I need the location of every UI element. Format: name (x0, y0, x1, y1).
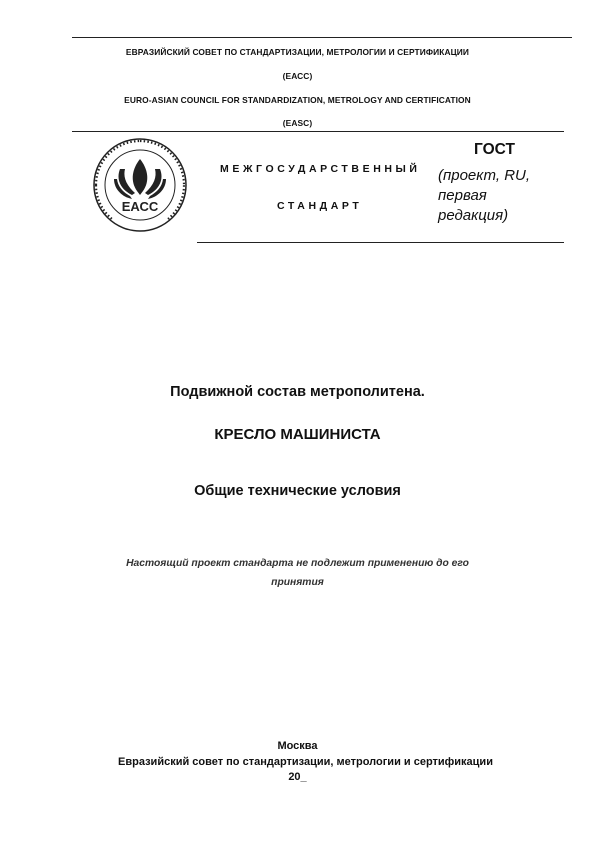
standard-type-line2: СТАНДАРТ (277, 200, 363, 212)
title-line1: Подвижной состав метрополитена. (170, 384, 425, 400)
gost-status-line2: первая (438, 187, 487, 204)
gost-status-line1: (проект, RU, (438, 167, 531, 184)
org-abbr-en: (EASC) (282, 118, 313, 128)
top-rule (72, 37, 572, 38)
easc-emblem-icon (92, 137, 188, 233)
org-name-ru: ЕВРАЗИЙСКИЙ СОВЕТ ПО СТАНДАРТИЗАЦИИ, МЕТРОЛОГИИ И СЕРТИФИКАЦИИ (125, 47, 470, 57)
footer-year: 20_ (288, 771, 307, 783)
title-line2: КРЕСЛО МАШИНИСТА (214, 426, 381, 443)
title-line3: Общие технические условия (194, 483, 401, 499)
header-rule (72, 131, 564, 132)
logo-text: ЕАСС (121, 199, 159, 214)
org-name-en: EURO-ASIAN COUNCIL FOR STANDARDIZATION, METROLOGY AND CERTIFICATION (124, 95, 471, 105)
standard-type-line1: МЕЖГОСУДАРСТВЕННЫЙ (220, 163, 421, 175)
footer-publisher: Евразийский совет по стандартизации, метрологии и сертификации (118, 756, 493, 768)
org-abbr-ru: (ЕАСС) (282, 71, 313, 81)
draft-note-line1: Настоящий проект стандарта не подлежит применению до его (126, 558, 469, 569)
standard-rule (197, 242, 564, 243)
draft-note-line2: принятия (271, 577, 324, 588)
footer-city: Москва (277, 740, 318, 752)
gost-status-line3: редакция) (438, 207, 509, 224)
gost-label: ГОСТ (474, 141, 515, 158)
